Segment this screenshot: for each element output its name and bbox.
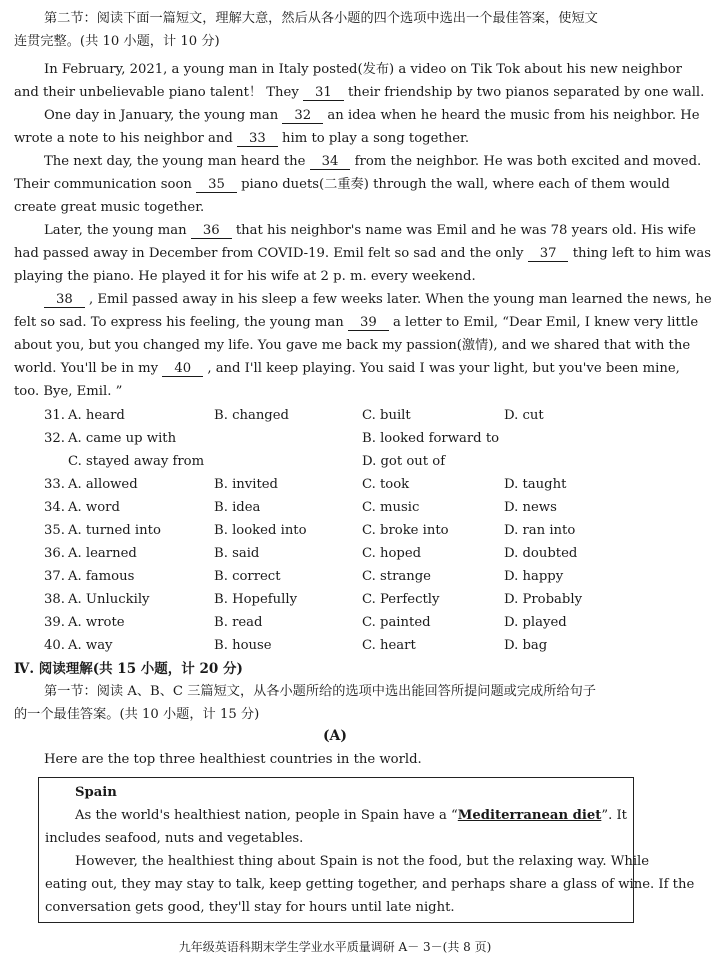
cloze-text: felt so sad. To express his feeling, the young man (14, 315, 344, 330)
option-row (44, 475, 644, 495)
box-line: eating out, they may stay to talk, keep getting together, and perhaps share a glass of wine. If the (45, 877, 695, 892)
option[interactable]: C. strange (362, 569, 431, 584)
option[interactable]: B. invited (214, 477, 278, 492)
cloze-text: an idea when he heard the music from his neighbor. He (327, 108, 700, 123)
option[interactable]: A. Unluckily (68, 592, 150, 607)
page-footer: 九年级英语科期末学生学业水平质量调研 A－ 3－(共 8 页) (178, 940, 492, 954)
option[interactable]: A. famous (68, 569, 135, 584)
option-row (44, 613, 644, 633)
cloze-text: had passed away in December from COVID-19. Emil felt so sad and the only (14, 246, 524, 261)
option[interactable]: B. house (214, 638, 272, 653)
option-row (44, 406, 644, 426)
cloze-text: The next day, the young man heard the (44, 154, 306, 169)
mediterranean-diet: Mediterranean diet (457, 808, 602, 823)
option[interactable]: C. broke into (362, 523, 449, 538)
question-number: 35. (44, 523, 65, 538)
cloze-line: playing the piano. He played it for his wife at 2 p. m. every weekend. (14, 269, 476, 284)
cloze-line (44, 291, 712, 309)
option-row (44, 498, 644, 518)
cloze-text: that his neighbor's name was Emil and he was 78 years old. His wife (235, 223, 696, 238)
cloze-text: world. You'll be in my (14, 361, 159, 376)
cloze-line (14, 314, 698, 332)
option[interactable]: C. hoped (362, 546, 422, 561)
question-number: 39. (44, 615, 65, 630)
cloze-line (14, 360, 680, 378)
option[interactable]: B. Hopefully (214, 592, 298, 607)
option-row (44, 636, 644, 656)
option[interactable]: B. said (214, 546, 260, 561)
question-number: 31. (44, 408, 65, 423)
cloze-text: a letter to Emil, “Dear Emil, I knew very little (392, 315, 699, 330)
cloze-line (14, 176, 670, 194)
option[interactable]: D. ran into (504, 523, 576, 538)
option[interactable]: D. played (504, 615, 567, 630)
option[interactable]: D. bag (504, 638, 548, 653)
option-row (44, 521, 644, 541)
option[interactable]: A. learned (68, 546, 137, 561)
option[interactable]: D. cut (504, 408, 544, 423)
cloze-text: , and I'll keep playing. You said I was your light, but you've been mine, (207, 361, 680, 376)
cloze-text: wrote a note to his neighbor and (14, 131, 233, 146)
option-row (44, 544, 644, 564)
blank-32[interactable]: 32 (282, 108, 323, 124)
passage-label: (A) (322, 728, 348, 744)
part4-heading: Ⅳ. 阅读理解(共 15 小题，计 20 分) (14, 661, 243, 677)
option[interactable]: C. Perfectly (362, 592, 440, 607)
option-row (44, 590, 644, 610)
option[interactable]: C. heart (362, 638, 416, 653)
blank-40[interactable]: 40 (162, 361, 203, 377)
option[interactable]: B. read (214, 615, 263, 630)
cloze-text: thing left to him was (572, 246, 711, 261)
blank-35[interactable]: 35 (196, 177, 237, 193)
option[interactable]: A. heard (68, 408, 125, 423)
option[interactable]: D. news (504, 500, 557, 515)
cloze-text: their friendship by two pianos separated by one wall. (347, 85, 705, 100)
cloze-line (14, 245, 711, 263)
option[interactable]: C. music (362, 500, 420, 515)
question-number: 32. (44, 431, 65, 446)
blank-31[interactable]: 31 (303, 85, 344, 101)
blank-36[interactable]: 36 (191, 223, 232, 239)
option-row (44, 452, 644, 472)
option[interactable]: B. idea (214, 500, 261, 515)
cloze-text: piano duets(二重奏) through the wall, where each of them would (241, 177, 670, 192)
option-row (44, 567, 644, 587)
box-text: As the world's healthiest nation, people in Spain have a “ (75, 808, 458, 823)
cloze-text: and their unbelievable piano talent！ They (14, 85, 299, 100)
section2-intro-line2: 连贯完整。(共 10 小题，计 10 分) (14, 34, 220, 49)
option[interactable]: A. way (68, 638, 113, 653)
blank-33[interactable]: 33 (237, 131, 278, 147)
option-row (44, 429, 644, 449)
blank-38[interactable]: 38 (44, 292, 85, 308)
option[interactable]: A. wrote (68, 615, 125, 630)
question-number: 34. (44, 500, 65, 515)
box-line: conversation gets good, they'll stay for hours until late night. (45, 900, 455, 915)
question-number: 37. (44, 569, 65, 584)
cloze-line: create great music together. (14, 200, 205, 215)
option[interactable]: A. word (68, 500, 120, 515)
box-line (75, 807, 627, 825)
option[interactable]: A. allowed (68, 477, 138, 492)
cloze-text: One day in January, the young man (44, 108, 279, 123)
option[interactable]: B. looked into (214, 523, 307, 538)
blank-34[interactable]: 34 (310, 154, 351, 170)
spain-box (38, 777, 695, 923)
blank-37[interactable]: 37 (528, 246, 569, 262)
part4-intro-line2: 的一个最佳答案。(共 10 小题，计 15 分) (14, 707, 260, 722)
question-number: 40. (44, 638, 65, 653)
option[interactable]: C. took (362, 477, 410, 492)
cloze-text: from the neighbor. He was both excited and moved. (354, 154, 702, 169)
box-title: Spain (75, 785, 117, 800)
section2-intro-line1: 第二节：阅读下面一篇短文，理解大意，然后从各小题的四个选项中选出一个最佳答案，使短文 (44, 11, 598, 26)
option[interactable]: A. turned into (68, 523, 161, 538)
cloze-text: Later, the young man (44, 223, 187, 238)
option[interactable]: A. came up with (68, 431, 177, 446)
cloze-line (44, 107, 700, 125)
option[interactable]: D. got out of (362, 454, 446, 469)
option[interactable]: D. Probably (504, 592, 583, 607)
option[interactable]: C. painted (362, 615, 431, 630)
box-text: ”. It (601, 808, 627, 823)
cloze-line: about you, but you changed my life. You gave me back my passion(激情), and we shared that with the (14, 338, 691, 353)
option[interactable]: C. stayed away from (68, 454, 205, 469)
cloze-line (14, 84, 704, 102)
option[interactable]: D. taught (504, 477, 567, 492)
cloze-line (14, 130, 469, 148)
cloze-line (44, 222, 696, 240)
cloze-text: Their communication soon (14, 177, 192, 192)
cloze-text: , Emil passed away in his sleep a few weeks later. When the young man learned the news, he (88, 292, 712, 307)
question-number: 38. (44, 592, 65, 607)
cloze-text: him to play a song together. (282, 131, 470, 146)
option[interactable]: B. changed (214, 408, 289, 423)
cloze-line: too. Bye, Emil. ” (14, 384, 123, 399)
option[interactable]: B. correct (214, 569, 281, 584)
passage-lead: Here are the top three healthiest countries in the world. (44, 752, 422, 767)
box-line: However, the healthiest thing about Spain is not the food, but the relaxing way. While (75, 854, 650, 869)
box-line: includes seafood, nuts and vegetables. (45, 831, 304, 846)
option[interactable]: C. built (362, 408, 411, 423)
question-number: 33. (44, 477, 65, 492)
option[interactable]: D. doubted (504, 546, 578, 561)
option[interactable]: B. looked forward to (362, 431, 500, 446)
blank-39[interactable]: 39 (348, 315, 389, 331)
part4-intro-line1: 第一节：阅读 A、B、C 三篇短文，从各小题所给的选项中选出能回答所提问题或完成所给句子 (44, 684, 596, 699)
question-number: 36. (44, 546, 65, 561)
cloze-line: In February, 2021, a young man in Italy posted(发布) a video on Tik Tok about his new neighbor (44, 62, 682, 77)
cloze-line (44, 153, 701, 171)
option[interactable]: D. happy (504, 569, 564, 584)
